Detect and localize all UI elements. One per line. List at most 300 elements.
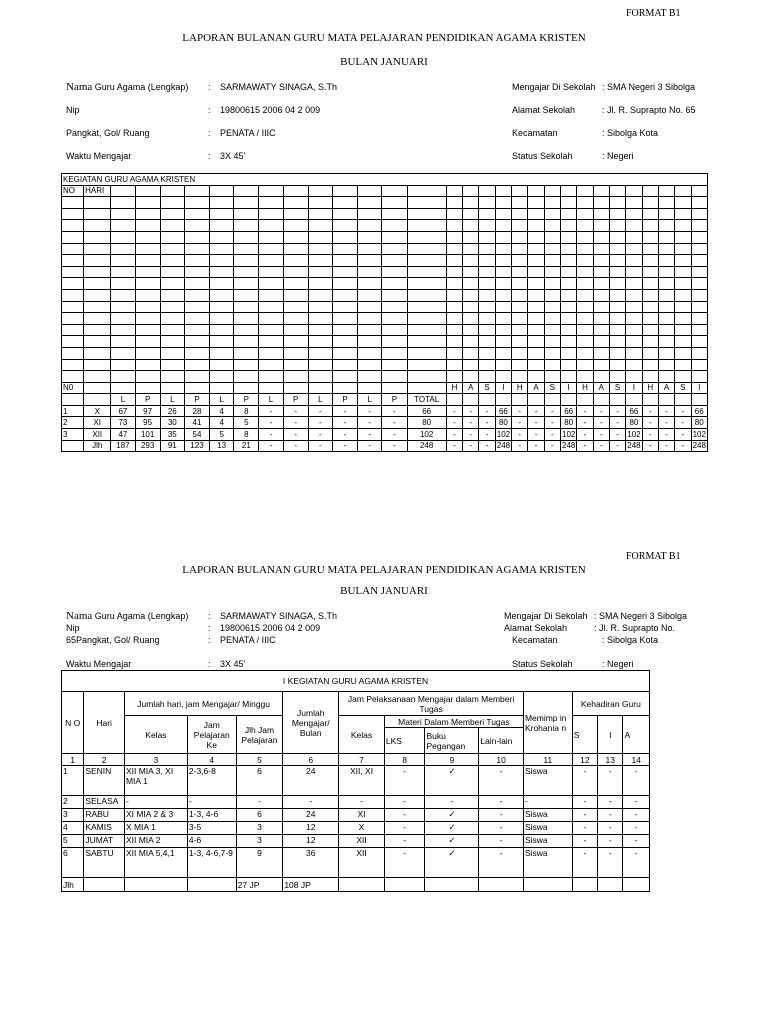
grid-cell: [184, 347, 209, 359]
grid-cell: [512, 371, 528, 383]
table-cell: KAMIS: [84, 822, 125, 835]
grid-cell: [479, 359, 495, 371]
grid-cell: [544, 278, 560, 290]
grid-cell: [479, 336, 495, 348]
grid-cell: [184, 208, 209, 220]
column-number: 3: [124, 754, 187, 766]
grid-data-cell: -: [642, 405, 658, 417]
grid-cell: [283, 347, 308, 359]
grid-data-cell: -: [642, 429, 658, 441]
grid-cell: [308, 324, 332, 336]
table-cell: 3-5: [187, 822, 236, 835]
grid-cell: [626, 301, 642, 313]
grid-cell: [308, 185, 332, 197]
grid-cell: [259, 347, 283, 359]
grid-data-cell: -: [658, 440, 674, 452]
info-value-status: : Negeri: [602, 151, 634, 161]
grid-data-cell: -: [463, 429, 479, 441]
grid-cell: [495, 289, 511, 301]
grid-data-cell: Jlh: [84, 440, 111, 452]
activity-grid: [61, 173, 708, 452]
grid-cell: [259, 220, 283, 232]
grid-cell: [544, 208, 560, 220]
grid-cell: [111, 324, 135, 336]
column-number: 14: [623, 754, 650, 766]
grid-data-cell: X: [84, 405, 111, 417]
grid-hasil-letter: I: [561, 382, 577, 394]
grid-data-row: [62, 440, 708, 452]
table-cell: 6: [236, 809, 283, 822]
grid-cell: [463, 359, 479, 371]
grid-cell: [512, 394, 528, 406]
info-sep: :: [208, 659, 211, 669]
grid-cell: [283, 255, 308, 267]
grid-cell: [446, 371, 462, 383]
column-number: 5: [236, 754, 283, 766]
grid-cell: [259, 266, 283, 278]
grid-cell: [528, 359, 544, 371]
grid-data-cell: 248: [692, 441, 706, 451]
table-cell: -: [623, 848, 650, 878]
column-number: 2: [84, 754, 125, 766]
grid-cell: [561, 278, 577, 290]
grid-data-cell: -: [528, 417, 544, 429]
grid-cell: [234, 336, 259, 348]
grid-cell: [407, 324, 446, 336]
table-cell: RABU: [84, 809, 125, 822]
grid-cell: [658, 313, 674, 325]
grid-cell: [561, 324, 577, 336]
grid-data-cell: 21: [234, 440, 259, 452]
grid-lp-letter: L: [111, 394, 135, 406]
grid-cell: [382, 313, 407, 325]
grid-cell: [111, 382, 135, 394]
grid-cell: [135, 231, 160, 243]
grid-cell: [561, 255, 577, 267]
grid-cell: [210, 347, 234, 359]
grid-cell: [84, 371, 111, 383]
grid-cell: [111, 243, 135, 255]
table-cell: 24: [283, 809, 339, 822]
grid-cell: [512, 255, 528, 267]
grid-cell: [642, 359, 658, 371]
table-cell: -: [623, 809, 650, 822]
grid-cell: [609, 301, 625, 313]
table-row: [62, 809, 650, 822]
grid-data-cell: 80: [407, 417, 446, 429]
grid-cell: [512, 266, 528, 278]
grid-cell: [577, 347, 593, 359]
grid-data-cell: 4: [210, 405, 234, 417]
grid-empty-row: [62, 324, 708, 336]
grid-data-cell: 66: [561, 405, 577, 417]
grid-cell: [512, 313, 528, 325]
grid-cell: [691, 313, 708, 325]
grid-cell: [544, 394, 560, 406]
grid-cell: [446, 359, 462, 371]
grid-cell: [512, 220, 528, 232]
grid-cell: [675, 220, 691, 232]
grid-cell: [184, 371, 209, 383]
table-cell: SELASA: [84, 796, 125, 809]
grid-cell: [528, 208, 544, 220]
info-value-pangkat: PENATA / IIIC: [220, 128, 276, 138]
grid-cell: [332, 208, 357, 220]
info-label-pangkat: Pangkat, Gol/ Ruang: [66, 128, 150, 138]
grid-cell: [332, 336, 357, 348]
grid-cell: [135, 255, 160, 267]
grid-cell: [308, 208, 332, 220]
grid-cell: [561, 394, 577, 406]
grid-cell: [358, 324, 382, 336]
grid-cell: [593, 347, 609, 359]
grid-cell: [446, 313, 462, 325]
grid-cell: [479, 278, 495, 290]
grid-cell: [577, 301, 593, 313]
grid-cell: [512, 289, 528, 301]
info-label-sekolah: Mengajar Di Sekolah: [512, 82, 596, 92]
grid-cell: [332, 382, 357, 394]
grid-cell: [111, 289, 135, 301]
grid-cell: [609, 324, 625, 336]
grid-cell: [283, 313, 308, 325]
col-header-kelas: Kelas: [124, 716, 187, 754]
grid-cell: [691, 289, 708, 301]
table-cell: -: [623, 766, 650, 796]
grid-cell: [463, 208, 479, 220]
grid-cell: [495, 394, 511, 406]
grid-data-row: [62, 405, 708, 417]
grid-data-cell: -: [358, 417, 382, 429]
grid-cell: [135, 347, 160, 359]
total-jp: 27 JP: [236, 878, 283, 892]
grid-cell: [308, 347, 332, 359]
table-cell: XII MIA 5,4,1: [124, 848, 187, 878]
table-title: I KEGIATAN GURU AGAMA KRISTEN: [62, 671, 650, 692]
grid-cell: [184, 185, 209, 197]
grid-cell: [382, 289, 407, 301]
grid-cell: [626, 336, 642, 348]
grid-cell: [675, 336, 691, 348]
grid-data-cell: -: [446, 429, 462, 441]
grid-cell: [593, 371, 609, 383]
grid-cell: [561, 208, 577, 220]
grid-cell: [160, 185, 184, 197]
grid-data-cell: -: [283, 417, 308, 429]
grid-cell: [609, 255, 625, 267]
grid-cell: [407, 266, 446, 278]
table-cell: -: [425, 796, 479, 809]
grid-cell: [593, 243, 609, 255]
grid-cell: [561, 266, 577, 278]
grid-title: KEGIATAN GURU AGAMA KRISTEN: [62, 174, 708, 186]
grid-cell: [479, 220, 495, 232]
table-cell: ✓: [425, 766, 479, 796]
grid-data-cell: -: [259, 440, 283, 452]
grid-cell: [407, 301, 446, 313]
grid-cell: [512, 301, 528, 313]
info-sep: :: [208, 635, 211, 645]
grid-data-cell: 73: [111, 417, 135, 429]
grid-cell: [577, 266, 593, 278]
table-cell: -: [572, 766, 597, 796]
grid-cell: [446, 208, 462, 220]
grid-cell: [62, 301, 84, 313]
info-value-status: : Negeri: [602, 659, 634, 669]
grid-data-cell: -: [658, 429, 674, 441]
grid-data-cell: -: [382, 417, 407, 429]
grid-cell: [407, 289, 446, 301]
grid-cell: [479, 231, 495, 243]
grid-cell: [642, 231, 658, 243]
table-cell: 6: [236, 766, 283, 796]
grid-cell: [184, 359, 209, 371]
grid-cell: [234, 220, 259, 232]
grid-cell: [642, 289, 658, 301]
grid-data-cell: 102: [407, 429, 446, 441]
grid-cell: [184, 231, 209, 243]
grid-cell: [495, 359, 511, 371]
grid-cell: [135, 185, 160, 197]
grid-cell: [609, 185, 625, 197]
grid-cell: [544, 266, 560, 278]
grid-cell: [463, 220, 479, 232]
grid-data-cell: 102: [692, 429, 706, 439]
grid-cell: [675, 255, 691, 267]
grid-data-cell: 91: [160, 440, 184, 452]
grid-cell: [407, 243, 446, 255]
grid-cell: [642, 371, 658, 383]
grid-cell: [446, 394, 462, 406]
grid-cell: [62, 266, 84, 278]
grid-data-cell: -: [675, 440, 691, 452]
grid-data-cell: 66: [495, 405, 511, 417]
table-row: [62, 766, 650, 796]
grid-cell: [111, 231, 135, 243]
grid-cell: [382, 255, 407, 267]
grid-cell: [463, 231, 479, 243]
grid-data-cell: 66: [626, 405, 642, 417]
grid-cell: [658, 255, 674, 267]
grid-data-cell: -: [609, 429, 625, 441]
grid-cell: [407, 359, 446, 371]
grid-cell: [691, 266, 708, 278]
grid-cell: [528, 278, 544, 290]
column-number: 7: [339, 754, 385, 766]
grid-cell: [609, 266, 625, 278]
grid-empty-row: [62, 347, 708, 359]
grid-cell: [283, 197, 308, 209]
grid-cell: [495, 255, 511, 267]
grid-cell: [308, 313, 332, 325]
grid-data-cell: -: [358, 405, 382, 417]
grid-cell: [593, 208, 609, 220]
grid-cell: [283, 324, 308, 336]
grid-cell: [84, 301, 111, 313]
info-value-sekolah: : SMA Negeri 3 Sibolga: [602, 82, 696, 92]
grid-cell: [463, 255, 479, 267]
info-sep: :: [208, 623, 211, 633]
grid-cell: [135, 197, 160, 209]
grid-cell: [308, 255, 332, 267]
info-value-nama: SARMAWATY SINAGA, S.Th: [220, 611, 338, 621]
grid-cell: [479, 324, 495, 336]
grid-cell: [561, 347, 577, 359]
grid-cell: [283, 231, 308, 243]
grid-cell: [358, 197, 382, 209]
grid-cell: [691, 301, 708, 313]
grid-cell: [577, 278, 593, 290]
grid-data-cell: -: [577, 429, 593, 441]
grid-cell: [358, 382, 382, 394]
grid-cell: [528, 243, 544, 255]
grid-cell: [259, 231, 283, 243]
grid-cell: [234, 185, 259, 197]
grid-cell: [642, 185, 658, 197]
grid-lp-row: [62, 394, 708, 406]
grid-data-cell: -: [479, 429, 495, 441]
table-cell: X MIA 1: [124, 822, 187, 835]
grid-cell: [544, 220, 560, 232]
grid-cell: [446, 197, 462, 209]
grid-cell: [283, 301, 308, 313]
grid-data-cell: -: [544, 417, 560, 429]
table-cell: -: [598, 835, 623, 848]
grid-cell: [446, 243, 462, 255]
grid-cell: [544, 336, 560, 348]
grid-cell: [495, 243, 511, 255]
grid-cell: [111, 255, 135, 267]
report-title: LAPORAN BULANAN GURU MATA PELAJARAN PENDIDIKAN AGAMA KRISTEN: [182, 32, 586, 44]
grid-cell: [234, 243, 259, 255]
table-cell: XI MIA 2 & 3: [124, 809, 187, 822]
grid-data-cell: 248: [627, 441, 641, 451]
table-cell: -: [572, 835, 597, 848]
grid-cell: [234, 208, 259, 220]
grid-empty-row: [62, 243, 708, 255]
grid-cell: [407, 208, 446, 220]
grid-cell: [308, 243, 332, 255]
grid-cell: [463, 324, 479, 336]
table-cell: 3: [236, 822, 283, 835]
grid-lp-letter: L: [358, 394, 382, 406]
grid-cell: [626, 231, 642, 243]
grid-cell: [184, 197, 209, 209]
grid-cell: [577, 394, 593, 406]
grid-cell: [446, 347, 462, 359]
grid-data-cell: -: [283, 405, 308, 417]
grid-cell: [691, 324, 708, 336]
grid-lp-letter: L: [259, 394, 283, 406]
grid-data-cell: 248: [562, 441, 576, 451]
grid-cell: [62, 220, 84, 232]
grid-cell: [283, 382, 308, 394]
grid-cell: [382, 220, 407, 232]
grid-cell: [210, 208, 234, 220]
info-label-nama: Nama Guru Agama (Lengkap): [66, 81, 189, 93]
grid-data-cell: -: [332, 405, 357, 417]
grid-cell: [111, 347, 135, 359]
table-cell: 12: [283, 835, 339, 848]
grid-data-cell: -: [609, 405, 625, 417]
grid-cell: [658, 278, 674, 290]
grid-cell: [382, 359, 407, 371]
grid-data-cell: 41: [184, 417, 209, 429]
grid-cell: [283, 208, 308, 220]
grid-data-cell: -: [609, 440, 625, 452]
grid-data-cell: -: [528, 440, 544, 452]
table-cell: 5: [62, 835, 84, 848]
grid-data-cell: 35: [160, 429, 184, 441]
grid-cell: [160, 231, 184, 243]
grid-data-cell: -: [528, 405, 544, 417]
grid-cell: [446, 255, 462, 267]
grid-cell: [358, 313, 382, 325]
grid-data-cell: -: [446, 440, 462, 452]
grid-data-cell: -: [308, 440, 332, 452]
grid-cell: [308, 197, 332, 209]
grid-cell: [691, 197, 708, 209]
table-cell: -: [598, 809, 623, 822]
column-number: 12: [572, 754, 597, 766]
grid-cell: [259, 243, 283, 255]
table-cell: -: [572, 809, 597, 822]
grid-cell: [135, 371, 160, 383]
table-cell: -: [187, 796, 236, 809]
grid-cell: [210, 336, 234, 348]
col-header-kehadiran: Kehadiran Guru: [572, 692, 649, 716]
grid-cell: [184, 266, 209, 278]
table-cell: 9: [236, 848, 283, 878]
grid-cell: [463, 313, 479, 325]
info-value-waktu: 3X 45': [220, 659, 246, 669]
table-cell: ✓: [425, 822, 479, 835]
grid-cell: [609, 278, 625, 290]
grid-cell: [184, 220, 209, 232]
grid-cell: [544, 243, 560, 255]
grid-empty-row: [62, 208, 708, 220]
grid-data-cell: -: [675, 429, 691, 441]
grid-hasil-letter: I: [691, 382, 708, 394]
grid-cell: [512, 359, 528, 371]
grid-cell: [642, 220, 658, 232]
grid-cell: [479, 313, 495, 325]
grid-cell: [528, 185, 544, 197]
table-cell: XII: [339, 848, 385, 878]
grid-cell: [84, 197, 111, 209]
grid-cell: [463, 278, 479, 290]
column-number: 10: [479, 754, 524, 766]
info-label-status: Status Sekolah: [512, 659, 573, 669]
grid-cell: [160, 359, 184, 371]
grid-cell: [234, 313, 259, 325]
grid-cell: [135, 208, 160, 220]
info-label-nip: Nip: [66, 623, 80, 633]
grid-data-cell: -: [308, 429, 332, 441]
grid-cell: [691, 255, 708, 267]
table-cell: -: [236, 796, 283, 809]
grid-cell: [382, 336, 407, 348]
grid-data-cell: 102: [562, 429, 576, 439]
grid-cell: [234, 231, 259, 243]
grid-cell: [609, 208, 625, 220]
grid-cell: [626, 313, 642, 325]
table-cell: SABTU: [84, 848, 125, 878]
grid-cell: [234, 289, 259, 301]
grid-cell: [160, 220, 184, 232]
table-cell: 12: [283, 822, 339, 835]
grid-data-cell: -: [479, 405, 495, 417]
